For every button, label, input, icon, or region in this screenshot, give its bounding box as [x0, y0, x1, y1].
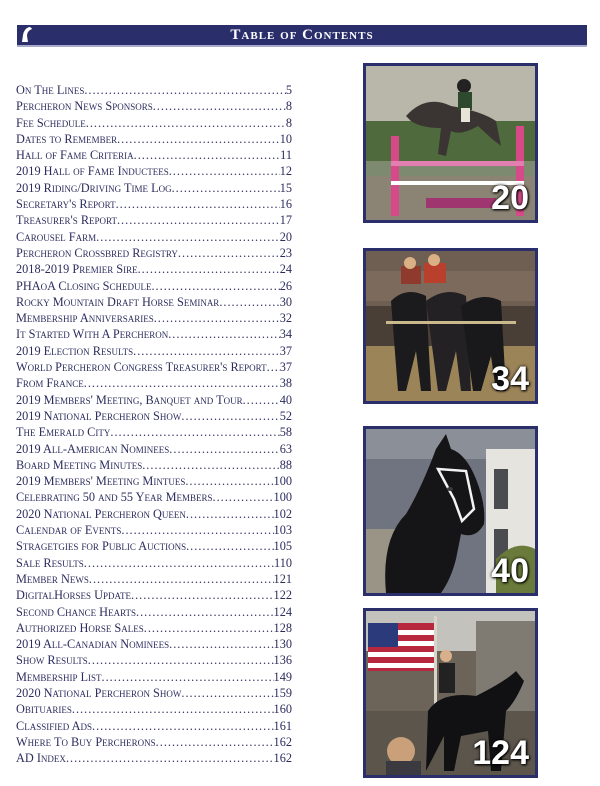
toc-leader-dots — [144, 620, 274, 636]
toc-entry — [16, 571, 292, 587]
toc-leader-dots — [219, 294, 279, 310]
toc-entry-page: 149 — [273, 669, 292, 684]
toc-entry — [16, 522, 292, 538]
toc-entry-title: Carousel Farm — [16, 229, 97, 244]
toc-entry-page: 160 — [273, 702, 292, 717]
toc-leader-dots — [186, 506, 274, 522]
toc-leader-dots — [213, 489, 274, 505]
toc-entry — [16, 229, 292, 245]
toc-entry-page: 130 — [273, 637, 292, 652]
toc-entry — [16, 506, 292, 522]
toc-leader-dots — [110, 424, 279, 440]
toc-entry — [16, 424, 292, 440]
toc-entry-page: 161 — [273, 718, 292, 733]
toc-entry-page: 16 — [279, 197, 292, 212]
toc-entry-title: Percheron Crossbred Registry — [16, 245, 178, 260]
toc-entry-title: 2020 National Percheron Queen — [16, 506, 186, 521]
toc-entry-page: 11 — [280, 148, 292, 163]
toc-entry-title: Fee Schedule — [16, 115, 86, 130]
toc-leader-dots — [168, 326, 279, 342]
table-of-contents — [16, 82, 292, 766]
toc-entry-page: 58 — [279, 425, 292, 440]
toc-leader-dots — [133, 343, 280, 359]
toc-entry-title: Calendar of Events — [16, 523, 122, 538]
toc-leader-dots — [243, 392, 280, 408]
toc-entry — [16, 636, 292, 652]
toc-entry — [16, 457, 292, 473]
toc-leader-dots — [92, 718, 274, 734]
toc-entry — [16, 489, 292, 505]
toc-entry-title: Stragetgies for Public Auctions — [16, 539, 187, 554]
toc-entry-title: DigitalHorses Update — [16, 588, 131, 603]
toc-entry — [16, 294, 292, 310]
toc-entry — [16, 441, 292, 457]
toc-entry-page: 136 — [273, 653, 292, 668]
toc-entry-title: 2019 Hall of Fame Inductees — [16, 164, 169, 179]
toc-entry — [16, 620, 292, 636]
toc-entry — [16, 343, 292, 359]
toc-entry — [16, 131, 292, 147]
toc-leader-dots — [102, 669, 274, 685]
toc-leader-dots — [267, 359, 280, 375]
photo-six-horse-hitch — [363, 248, 538, 404]
toc-leader-dots — [72, 701, 274, 717]
toc-entry-title: Membership Anniversaries — [16, 311, 154, 326]
toc-entry — [16, 180, 292, 196]
american-flag — [368, 623, 434, 671]
toc-entry — [16, 669, 292, 685]
toc-entry — [16, 652, 292, 668]
toc-leader-dots — [181, 685, 273, 701]
toc-entry-title: Second Chance Hearts — [16, 604, 137, 619]
toc-entry — [16, 473, 292, 489]
toc-entry-title: 2019 Election Results — [16, 343, 134, 358]
toc-leader-dots — [117, 131, 280, 147]
toc-entry-title: It Started With A Percheron — [16, 327, 169, 342]
toc-entry-page: 88 — [279, 457, 292, 472]
toc-entry-title: Treasurer's Report — [16, 213, 117, 228]
photo-page-number: 124 — [472, 734, 529, 772]
toc-entry-page: 37 — [279, 360, 292, 375]
toc-entry-page: 34 — [279, 327, 292, 342]
toc-entry — [16, 750, 292, 766]
toc-leader-dots — [136, 604, 274, 620]
toc-entry-page: 40 — [279, 392, 292, 407]
toc-entry-title: 2019 All-American Nominees — [16, 441, 170, 456]
toc-entry-page: 121 — [273, 571, 292, 586]
toc-entry — [16, 147, 292, 163]
toc-entry-page: 26 — [279, 278, 292, 293]
toc-leader-dots — [84, 82, 286, 98]
toc-leader-dots — [151, 278, 279, 294]
toc-entry-page: 15 — [279, 180, 292, 195]
toc-leader-dots — [121, 522, 273, 538]
toc-entry-page: 37 — [279, 343, 292, 358]
toc-leader-dots — [131, 587, 274, 603]
toc-leader-dots — [172, 180, 280, 196]
toc-leader-dots — [169, 163, 280, 179]
toc-entry-title: World Percheron Congress Treasurer's Report — [16, 360, 267, 375]
photo-page-number: 40 — [491, 552, 529, 590]
toc-leader-dots — [86, 115, 286, 131]
toc-leader-dots — [116, 196, 280, 212]
toc-entry-title: Board Meeting Minutes — [16, 457, 143, 472]
toc-entry-title: From France — [16, 376, 84, 391]
toc-entry-page: 38 — [279, 376, 292, 391]
toc-entry — [16, 734, 292, 750]
toc-entry — [16, 115, 292, 131]
toc-leader-dots — [181, 408, 279, 424]
toc-entry — [16, 196, 292, 212]
toc-leader-dots — [138, 261, 280, 277]
toc-leader-dots — [169, 636, 273, 652]
toc-entry-page: 17 — [279, 213, 292, 228]
toc-leader-dots — [153, 98, 286, 114]
toc-entry-page: 105 — [273, 539, 292, 554]
toc-entry-page: 5 — [285, 83, 292, 97]
toc-entry-page: 10 — [279, 131, 292, 146]
horse-head-logo-icon — [19, 26, 35, 43]
toc-entry-title: 2019 Members' Meeting Mintues — [16, 474, 186, 489]
toc-entry-title: 2019 Members' Meeting, Banquet and Tour — [16, 392, 243, 407]
toc-entry — [16, 392, 292, 408]
toc-entry-page: 124 — [273, 604, 292, 619]
toc-entry — [16, 310, 292, 326]
toc-entry — [16, 685, 292, 701]
toc-entry-page: 63 — [279, 441, 292, 456]
toc-entry-title: Dates to Remember — [16, 131, 118, 146]
toc-entry-page: 162 — [273, 734, 292, 749]
toc-leader-dots — [88, 652, 274, 668]
toc-entry-title: 2018-2019 Premier Sire — [16, 262, 138, 277]
toc-entry — [16, 701, 292, 717]
toc-entry-title: 2020 National Percheron Show — [16, 685, 182, 700]
toc-entry-page: 100 — [273, 474, 292, 489]
toc-entry — [16, 278, 292, 294]
toc-entry-page: 30 — [279, 294, 292, 309]
toc-entry-title: Secretary's Report — [16, 197, 116, 212]
toc-entry-title: Membership List — [16, 669, 102, 684]
toc-entry-page: 159 — [273, 685, 292, 700]
toc-leader-dots — [186, 538, 273, 554]
toc-entry-title: Obituaries — [16, 702, 72, 717]
toc-entry — [16, 261, 292, 277]
toc-entry — [16, 98, 292, 114]
toc-entry-title: Celebrating 50 and 55 Year Members — [16, 490, 213, 505]
toc-leader-dots — [96, 229, 280, 245]
toc-entry-title: Show Results — [16, 653, 88, 668]
toc-entry-page: 103 — [273, 523, 292, 538]
toc-entry-page: 122 — [273, 588, 292, 603]
toc-entry-page: 102 — [273, 506, 292, 521]
toc-entry — [16, 245, 292, 261]
toc-entry-title: 2019 Riding/Driving Time Log — [16, 180, 172, 195]
toc-entry — [16, 359, 292, 375]
toc-entry-page: 100 — [273, 490, 292, 505]
toc-leader-dots — [142, 457, 279, 473]
toc-entry-title: 2019 All-Canadian Nominees — [16, 637, 170, 652]
toc-leader-dots — [84, 555, 274, 571]
toc-entry — [16, 326, 292, 342]
toc-entry-page: 8 — [285, 99, 292, 114]
page-title: Table of Contents — [230, 26, 374, 43]
toc-entry — [16, 82, 292, 98]
toc-leader-dots — [117, 212, 280, 228]
toc-entry — [16, 212, 292, 228]
toc-entry-title: Member News — [16, 571, 89, 586]
toc-entry-title: Hall of Fame Criteria — [16, 148, 134, 163]
toc-entry-title: 2019 National Percheron Show — [16, 408, 182, 423]
toc-entry-page: 12 — [279, 164, 292, 179]
toc-entry-page: 23 — [279, 245, 292, 260]
photo-page-number: 34 — [491, 360, 529, 398]
toc-entry-page: 32 — [279, 311, 292, 326]
toc-entry — [16, 555, 292, 571]
toc-entry-page: 8 — [285, 115, 292, 130]
toc-entry-title: Classified Ads — [16, 718, 92, 733]
photo-flag-rider — [363, 608, 538, 778]
toc-entry-title: Authorized Horse Sales — [16, 620, 144, 635]
toc-leader-dots — [169, 441, 279, 457]
toc-entry-page: 20 — [279, 229, 292, 244]
toc-leader-dots — [154, 310, 280, 326]
toc-entry — [16, 408, 292, 424]
header-bar — [17, 25, 587, 47]
toc-entry-title: PHAoA Closing Schedule — [16, 278, 152, 293]
toc-leader-dots — [178, 245, 280, 261]
toc-entry-title: The Emerald City — [16, 425, 111, 440]
toc-leader-dots — [134, 147, 281, 163]
toc-entry — [16, 604, 292, 620]
photo-show-jumping — [363, 63, 538, 223]
toc-entry-page: 52 — [279, 408, 292, 423]
photo-black-stallion — [363, 426, 538, 596]
toc-leader-dots — [185, 473, 273, 489]
toc-entry-page: 110 — [274, 555, 292, 570]
toc-entry-page: 162 — [273, 751, 292, 766]
toc-entry-page: 24 — [279, 262, 292, 277]
toc-entry-title: Where To Buy Percherons — [16, 734, 156, 749]
toc-entry-title: Sale Results — [16, 555, 84, 570]
toc-entry-title: AD Index — [16, 751, 66, 766]
toc-entry — [16, 718, 292, 734]
toc-entry — [16, 163, 292, 179]
toc-leader-dots — [156, 734, 274, 750]
toc-entry — [16, 587, 292, 603]
toc-entry-page: 128 — [273, 620, 292, 635]
toc-leader-dots — [66, 750, 274, 766]
toc-entry — [16, 375, 292, 391]
toc-entry-title: On The Lines — [16, 83, 85, 97]
toc-entry — [16, 538, 292, 554]
toc-leader-dots — [84, 375, 280, 391]
toc-entry-title: Rocky Mountain Draft Horse Seminar — [16, 294, 220, 309]
toc-entry-title: Percheron News Sponsors — [16, 99, 153, 114]
photo-page-number: 20 — [491, 179, 529, 217]
toc-leader-dots — [89, 571, 274, 587]
